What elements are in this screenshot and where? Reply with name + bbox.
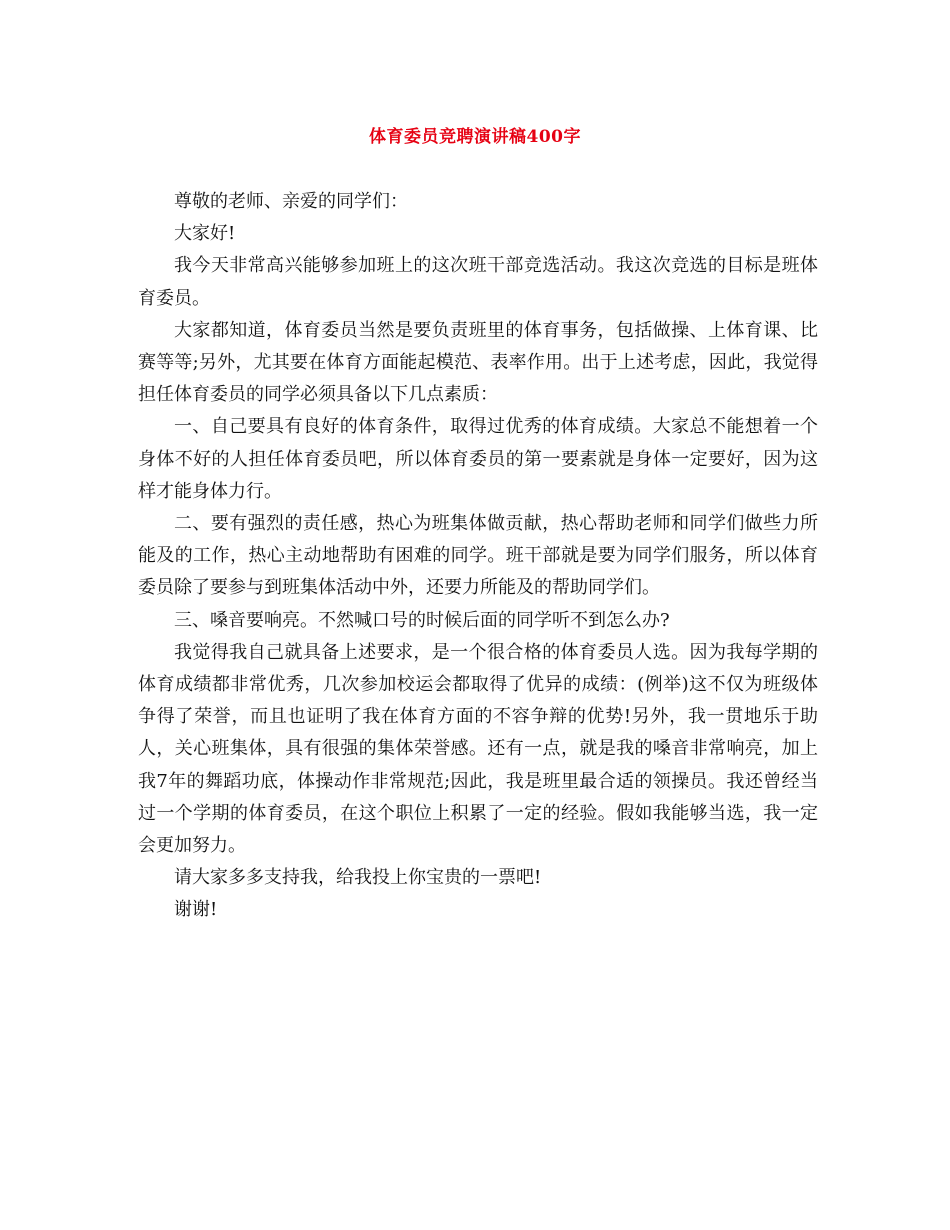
paragraph-appeal: 请大家多多支持我，给我投上你宝贵的一票吧! bbox=[174, 867, 542, 889]
paragraph-duties: 大家都知道，体育委员当然是要负责班里的体育事务，包括做操、上体育课、比赛等等;另外，尤其要在体育方面能起模范、表率作用。出于上述考虑，因此，我觉得担任体育委员的同学必须具备以下几点素质： bbox=[138, 319, 818, 406]
paragraph-qualifications: 我觉得我自己就具备上述要求，是一个很合格的体育委员人选。因为我每学期的体育成绩都非常优秀，几次参加校运会都取得了优异的成绩：(例举)这不仅为班级体争得了荣誉，而且也证明了我在体育方面的不容争辩的优势!另外，我一贯地乐于助人，关心班集体，具有很强的集体荣誉感。还有一点，就是我的嗓音非常响亮，加上我7年的舞蹈功底，体操动作非常规范;因此，我是班里最合适的领操员。我还曾经当过一个学期的体育委员，在这个职位上积累了一定的经验。假如我能够当选，我一定会更加努力。 bbox=[138, 641, 818, 857]
document-title: 体育委员竞聘演讲稿400字 bbox=[369, 127, 581, 147]
paragraph-point-two: 二、要有强烈的责任感，热心为班集体做贡献，热心帮助老师和同学们做些力所能及的工作，热心主动地帮助有困难的同学。班干部就是要为同学们服务，所以体育委员除了要参与到班集体活动中外，还要力所能及的帮助同学们。 bbox=[138, 513, 818, 599]
paragraph-point-one: 一、自己要具有良好的体育条件，取得过优秀的体育成绩。大家总不能想着一个身体不好的人担任体育委员吧，所以体育委员的第一要素就是身体一定要好，因为这样才能身体力行。 bbox=[138, 416, 818, 502]
paragraph-thanks: 谢谢! bbox=[174, 899, 218, 921]
paragraph-intro: 我今天非常高兴能够参加班上的这次班干部竞选活动。我这次竞选的目标是班体育委员。 bbox=[138, 255, 818, 309]
paragraph-point-three: 三、嗓音要响亮。不然喊口号的时候后面的同学听不到怎么办? bbox=[174, 609, 670, 631]
document-body bbox=[138, 186, 818, 927]
paragraph-greeting: 大家好! bbox=[174, 223, 236, 245]
paragraph-salutation: 尊敬的老师、亲爱的同学们： bbox=[174, 191, 408, 212]
